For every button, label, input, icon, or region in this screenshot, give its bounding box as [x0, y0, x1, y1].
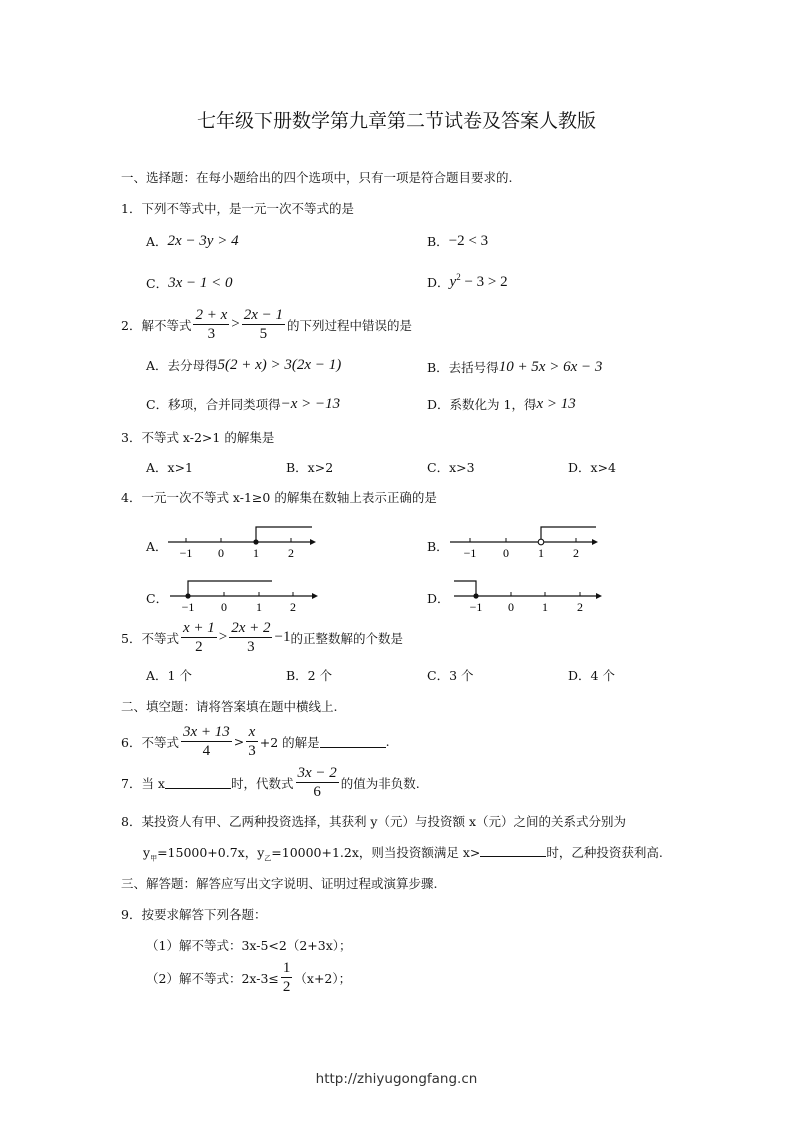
tick-label: 0: [508, 600, 514, 614]
question-9-part-2: （2）解不等式：2x-3≤ $\frac{1}{2}$ （x+2）；: [146, 960, 352, 995]
question-2-option-b: B．去括号得 10 + 5x > 6x − 3: [427, 358, 603, 375]
question-3-option-c: C．x>3: [427, 460, 475, 475]
tick-label: 2: [573, 546, 579, 560]
fraction: $\frac{3x + 13}{4}$: [182, 724, 230, 759]
section-fill-heading: 二、填空题：请将答案填在题中横线上.: [121, 699, 338, 714]
tick-label: 2: [577, 600, 583, 614]
question-3-stem: 3．不等式 x-2>1 的解集是: [121, 430, 275, 445]
fraction: $\frac{x}{3}$: [248, 724, 256, 759]
tick-label: 0: [503, 546, 509, 560]
question-5-stem: 5．不等式 $\frac{x + 1}{2}$ > $\frac{2x + 2}{3}$ −1 的正整数解的个数是: [121, 620, 403, 655]
question-8-line-1: 8．某投资人有甲、乙两种投资选择，其获利 y（元）与投资额 x（元）之间的关系式分别为: [121, 814, 627, 829]
answer-blank[interactable]: [165, 776, 231, 789]
section-choice-heading: 一、选择题：在每小题给出的四个选项中，只有一项是符合题目要求的.: [121, 170, 513, 185]
question-9-stem: 9．按要求解答下列各题：: [121, 907, 267, 922]
question-5-option-b: B．2 个: [286, 668, 333, 683]
question-5-option-d: D．4 个: [568, 668, 615, 683]
answer-blank[interactable]: [320, 735, 386, 748]
question-1-option-c: C． 3x − 1 < 0: [146, 274, 233, 291]
question-4-option-d-label: D．: [427, 591, 450, 606]
fraction: $\frac{2x + 2}{3}$: [231, 620, 271, 655]
fraction: $\frac{1}{2}$: [282, 960, 291, 995]
question-1-option-a: A． 2x − 3y > 4: [146, 232, 239, 249]
question-4-stem: 4．一元一次不等式 x-1≥0 的解集在数轴上表示正确的是: [121, 490, 437, 505]
question-9-part-1: （1）解不等式：3x-5<2（2+3x）；: [146, 938, 352, 953]
question-2-stem: 2．解不等式 $\frac{2 + x}{3}$ > $\frac{2x - 1}{5}$ 的下列过程中错误的是: [121, 307, 412, 342]
page-title: 七年级下册数学第九章第二节试卷及答案人教版: [196, 110, 596, 132]
tick-label: 1: [256, 600, 262, 614]
tick-label: 1: [542, 600, 548, 614]
question-1-stem: 1．下列不等式中，是一元一次不等式的是: [121, 201, 354, 216]
tick-label: −1: [469, 600, 483, 614]
question-5-option-c: C．3 个: [427, 668, 474, 683]
tick-label: −1: [463, 546, 477, 560]
fraction: $\frac{2x - 1}{5}$: [243, 307, 283, 342]
question-5-option-a: A．1 个: [146, 668, 192, 683]
number-line-c: [162, 572, 322, 616]
question-7: 7．当 x 时，代数式 $\frac{3x - 2}{6}$ 的值为非负数.: [121, 765, 420, 800]
section-solve-heading: 三、解答题：解答应写出文字说明、证明过程或演算步骤.: [121, 876, 438, 891]
question-3-option-a: A．x>1: [146, 460, 194, 475]
question-2-option-c: C．移项，合并同类项得 −x > −13: [146, 395, 341, 412]
footer-url: http://zhiyugongfang.cn: [315, 1071, 478, 1087]
answer-blank[interactable]: [480, 844, 546, 857]
tick-label: 0: [221, 600, 227, 614]
question-4-option-c-label: C．: [146, 591, 169, 606]
tick-label: 1: [538, 546, 544, 560]
question-2-option-d: D．系数化为 1，得 x > 13: [427, 395, 576, 412]
fraction: $\frac{3x - 2}{6}$: [297, 765, 337, 800]
tick-label: 2: [290, 600, 296, 614]
question-3-option-b: B．x>2: [286, 460, 334, 475]
tick-label: −1: [179, 546, 193, 560]
question-3-option-d: D．x>4: [568, 460, 616, 475]
tick-label: 2: [288, 546, 294, 560]
question-6: 6．不等式 $\frac{3x + 13}{4}$ > $\frac{x}{3}$ +2 的解是 .: [121, 724, 390, 759]
fraction: $\frac{2 + x}{3}$: [195, 307, 228, 342]
question-2-option-a: A．去分母得 5(2 + x) > 3(2x − 1): [146, 356, 342, 373]
tick-label: −1: [181, 600, 195, 614]
question-1-option-d: D． $y^2 - 3 > 2$: [427, 272, 508, 290]
question-1-option-b: B． −2 < 3: [427, 232, 489, 249]
number-line-b: [442, 518, 602, 562]
number-line-a: [160, 518, 320, 562]
number-line-d: [446, 572, 606, 616]
tick-label: 0: [218, 546, 224, 560]
question-4-option-a-label: A．: [146, 539, 168, 554]
tick-label: 1: [253, 546, 259, 560]
question-8-line-2: $y_甲=15000+0.7x$，$y_乙=10000+1.2x$，则当投资额满足 x> 时，乙种投资获利高.: [143, 845, 663, 863]
question-4-option-b-label: B．: [427, 539, 449, 554]
fraction: $\frac{x + 1}{2}$: [182, 620, 215, 655]
